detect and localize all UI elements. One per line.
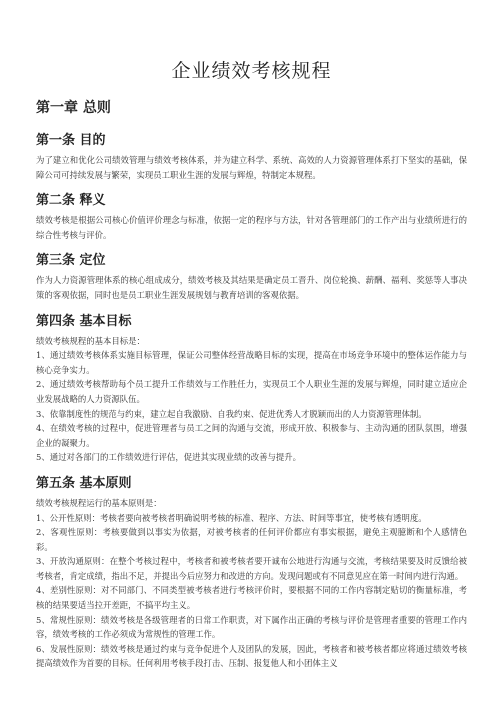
section-heading-positioning: 第三条 定位 [36,253,106,269]
document-title: 企业绩效考核规程 [171,60,332,82]
section-text-purpose: 为了建立和优化公司绩效管理与绩效考核体系，并为建立科学、系统、高效的人力资源管理体系打下坚实的基础，保障公司可持续发展与繁荣，实现员工职业生涯的发展与辉煌，特制定本规程。 [36,155,467,180]
section-heading-purpose: 第一条 目的 [36,133,106,148]
principles-list [36,496,467,671]
list-intro: 绩效考核规程的基本目标是： [36,335,145,346]
list-item: 5、常规性原则：绩效考核是各级管理者的日常工作职责，对下属作出正确的考核与评价是管理者重要的管理工作内容，绩效考核的工作必须成为常规性的管理工作。 [36,614,467,640]
section-heading-principles: 第五条 基本原则 [36,475,132,491]
list-item: 3、开放沟通原则：在整个考核过程中，考核者和被考核者要开诚布公地进行沟通与交流，考核结果要及时反馈给被考核者，肯定成绩，指出不足，并提出今后应努力和改进的方向。发现问题或有不同意见应在第一时间内进行沟通。 [36,556,467,581]
list-item: 5、通过对各部门的工作绩效进行评估，促进其实现业绩的改善与提升。 [36,452,301,463]
list-item: 1、公开性原则：考核者要向被考核者明确说明考核的标准、程序、方法、时间等事宜，使考核有透明度。 [36,512,427,523]
chapter-heading: 第一章 总则 [36,100,111,116]
section-heading-goals: 第四条 基本目标 [36,313,132,329]
list-intro: 绩效考核规程运行的基本原则是： [36,497,162,508]
list-item: 2、客观性原则：考核要做到以事实为依据，对被考核者的任何评价都应有事实根据，避免主观臆断和个人感情色彩。 [36,527,467,552]
list-item: 4、在绩效考核的过程中，促进管理者与员工之间的沟通与交流，形成开放、积极参与、主动沟通的团队氛围，增强企业的凝聚力。 [36,423,467,448]
list-item: 3、依靠制度性的规范与约束，建立起自我激励、自我约束、促进优秀人才脱颖而出的人力资源管理体制。 [36,408,427,419]
goals-list [36,334,467,465]
list-item: 1、通过绩效考核体系实施目标管理，保证公司整体经营战略目标的实现，提高在市场竞争环境中的整体运作能力与核心竞争实力。 [36,350,467,375]
list-item: 2、通过绩效考核帮助每个员工提升工作绩效与工作胜任力，实现员工个人职业生涯的发展与辉煌，同时建立适应企业发展战略的人力资源队伍。 [36,379,467,404]
section-text-definition: 绩效考核是根据公司核心价值评价理念与标准，依据一定的程序与方法，针对各管理部门的工作产出与业绩所进行的综合性考核与评价。 [36,215,467,240]
list-item: 4、差别性原则：对不同部门、不同类型被考核者进行考核评价时，要根据不同的工作内容制定贴切的衡量标准，考核的结果要适当拉开差距，不搞平均主义。 [36,585,467,611]
section-text-positioning: 作为人力资源管理体系的核心组成成分，绩效考核及其结果是确定员工晋升、岗位轮换、薪酬、福利、奖惩等人事决策的客观依据，同时也是员工职业生涯发展规划与教育培训的客观依据。 [36,275,467,300]
section-heading-definition: 第二条 释义 [36,193,106,209]
list-item: 6、发展性原则：绩效考核是通过约束与竞争促进个人及团队的发展，因此，考核者和被考核者都应将通过绩效考核提高绩效作为首要的目标。任何利用考核手段打击、压制、报复他人和小团体主义 [36,643,467,669]
